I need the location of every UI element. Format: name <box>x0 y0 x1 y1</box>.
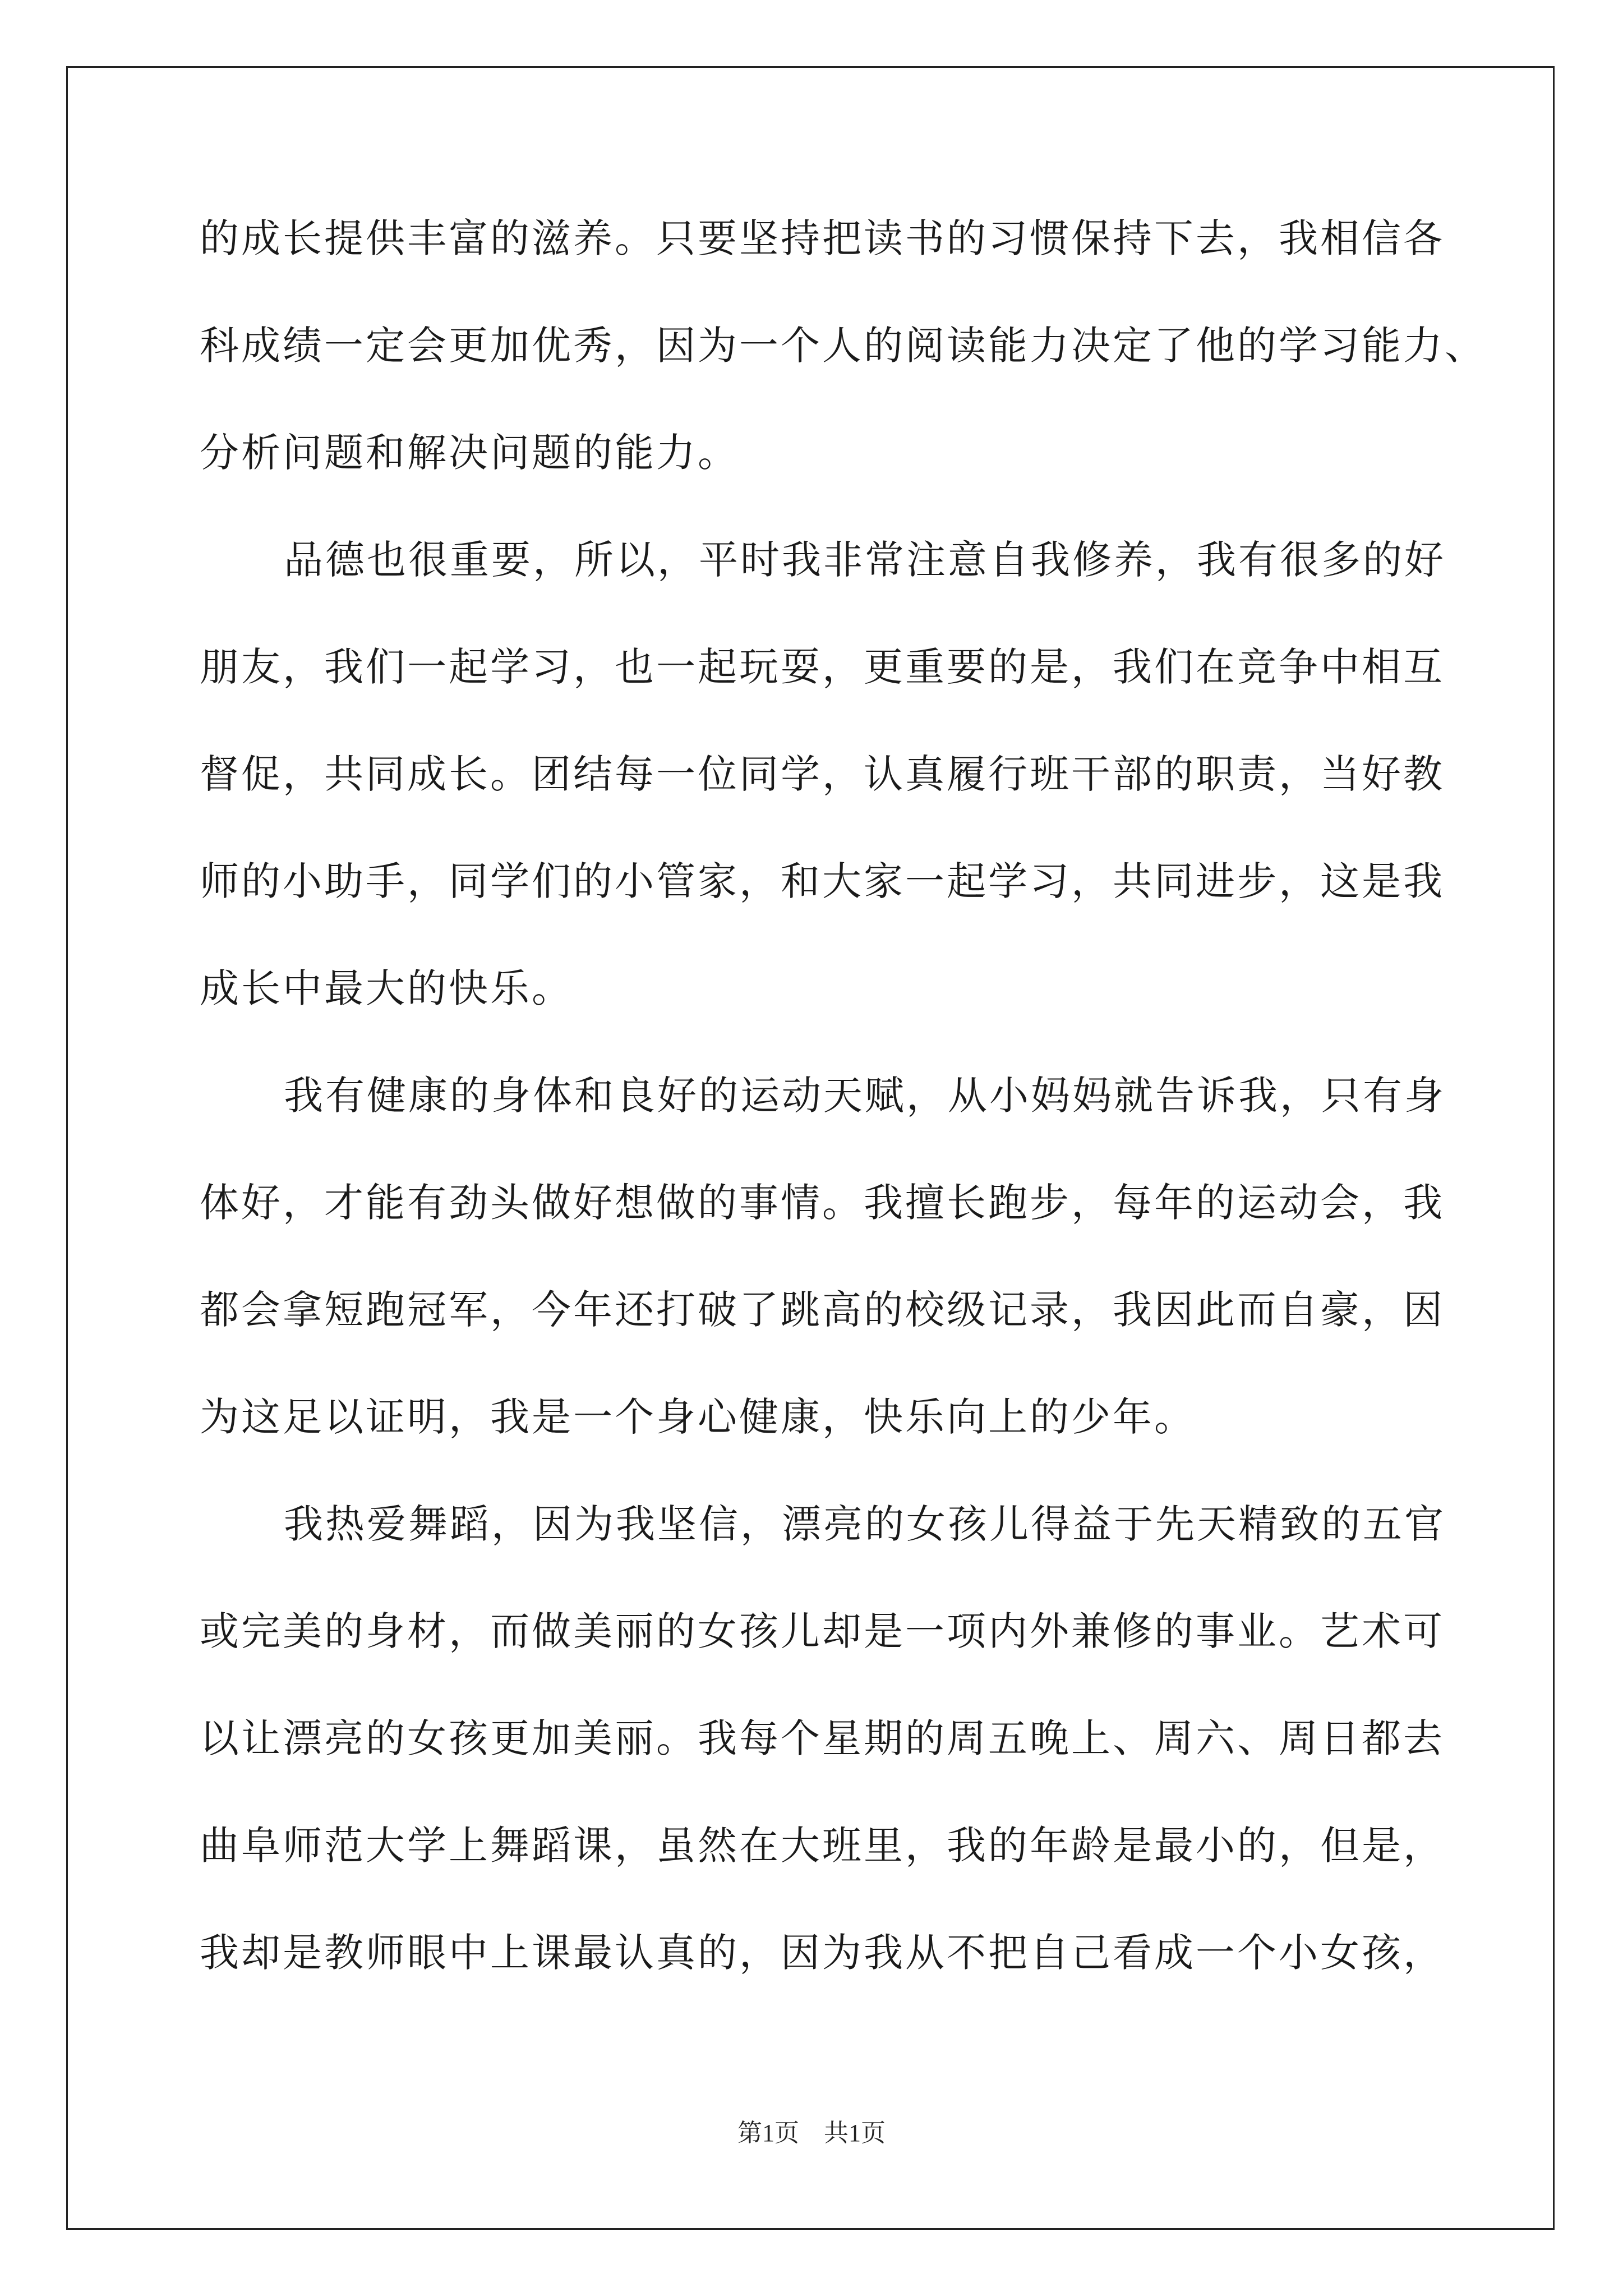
page-total: 共1页 <box>824 2119 886 2147</box>
text-line: 都会拿短跑冠军，今年还打破了跳高的校级记录，我因此而自豪，因 <box>200 1287 1445 1333</box>
text-line: 师的小助手，同学们的小管家，和大家一起学习，共同进步，这是我 <box>200 858 1445 904</box>
text-line: 以让漂亮的女孩更加美丽。我每个星期的周五晚上、周六、周日都去 <box>200 1715 1445 1761</box>
text-line: 成长中最大的快乐。 <box>200 965 573 1011</box>
page-footer <box>0 2119 1623 2147</box>
text-line: 督促，共同成长。团结每一位同学，认真履行班干部的职责，当好教 <box>200 751 1445 797</box>
text-line: 我却是教师眼中上课最认真的，因为我从不把自己看成一个小女孩， <box>200 1930 1445 1976</box>
text-line: 科成绩一定会更加优秀，因为一个人的阅读能力决定了他的学习能力、 <box>200 323 1486 369</box>
paragraph-start-line: 我有健康的身体和良好的运动天赋，从小妈妈就告诉我，只有身 <box>284 1073 1446 1119</box>
text-line: 为这足以证明，我是一个身心健康，快乐向上的少年。 <box>200 1394 1196 1440</box>
text-line: 曲阜师范大学上舞蹈课，虽然在大班里，我的年龄是最小的，但是， <box>200 1823 1445 1869</box>
text-line: 或完美的身材，而做美丽的女孩儿却是一项内外兼修的事业。艺术可 <box>200 1608 1445 1654</box>
paragraph-start-line: 品德也很重要，所以，平时我非常注意自我修养，我有很多的好 <box>284 537 1446 583</box>
document-body <box>200 215 1486 2040</box>
text-line: 分析问题和解决问题的能力。 <box>200 430 739 476</box>
text-line: 的成长提供丰富的滋养。只要坚持把读书的习惯保持下去，我相信各 <box>200 215 1445 261</box>
paragraph-start-line: 我热爱舞蹈，因为我坚信，漂亮的女孩儿得益于先天精致的五官 <box>284 1501 1446 1547</box>
text-line: 体好，才能有劲头做好想做的事情。我擅长跑步，每年的运动会，我 <box>200 1180 1445 1226</box>
text-line: 朋友，我们一起学习，也一起玩耍，更重要的是，我们在竞争中相互 <box>200 644 1445 690</box>
page-number: 第1页 <box>737 2119 799 2147</box>
